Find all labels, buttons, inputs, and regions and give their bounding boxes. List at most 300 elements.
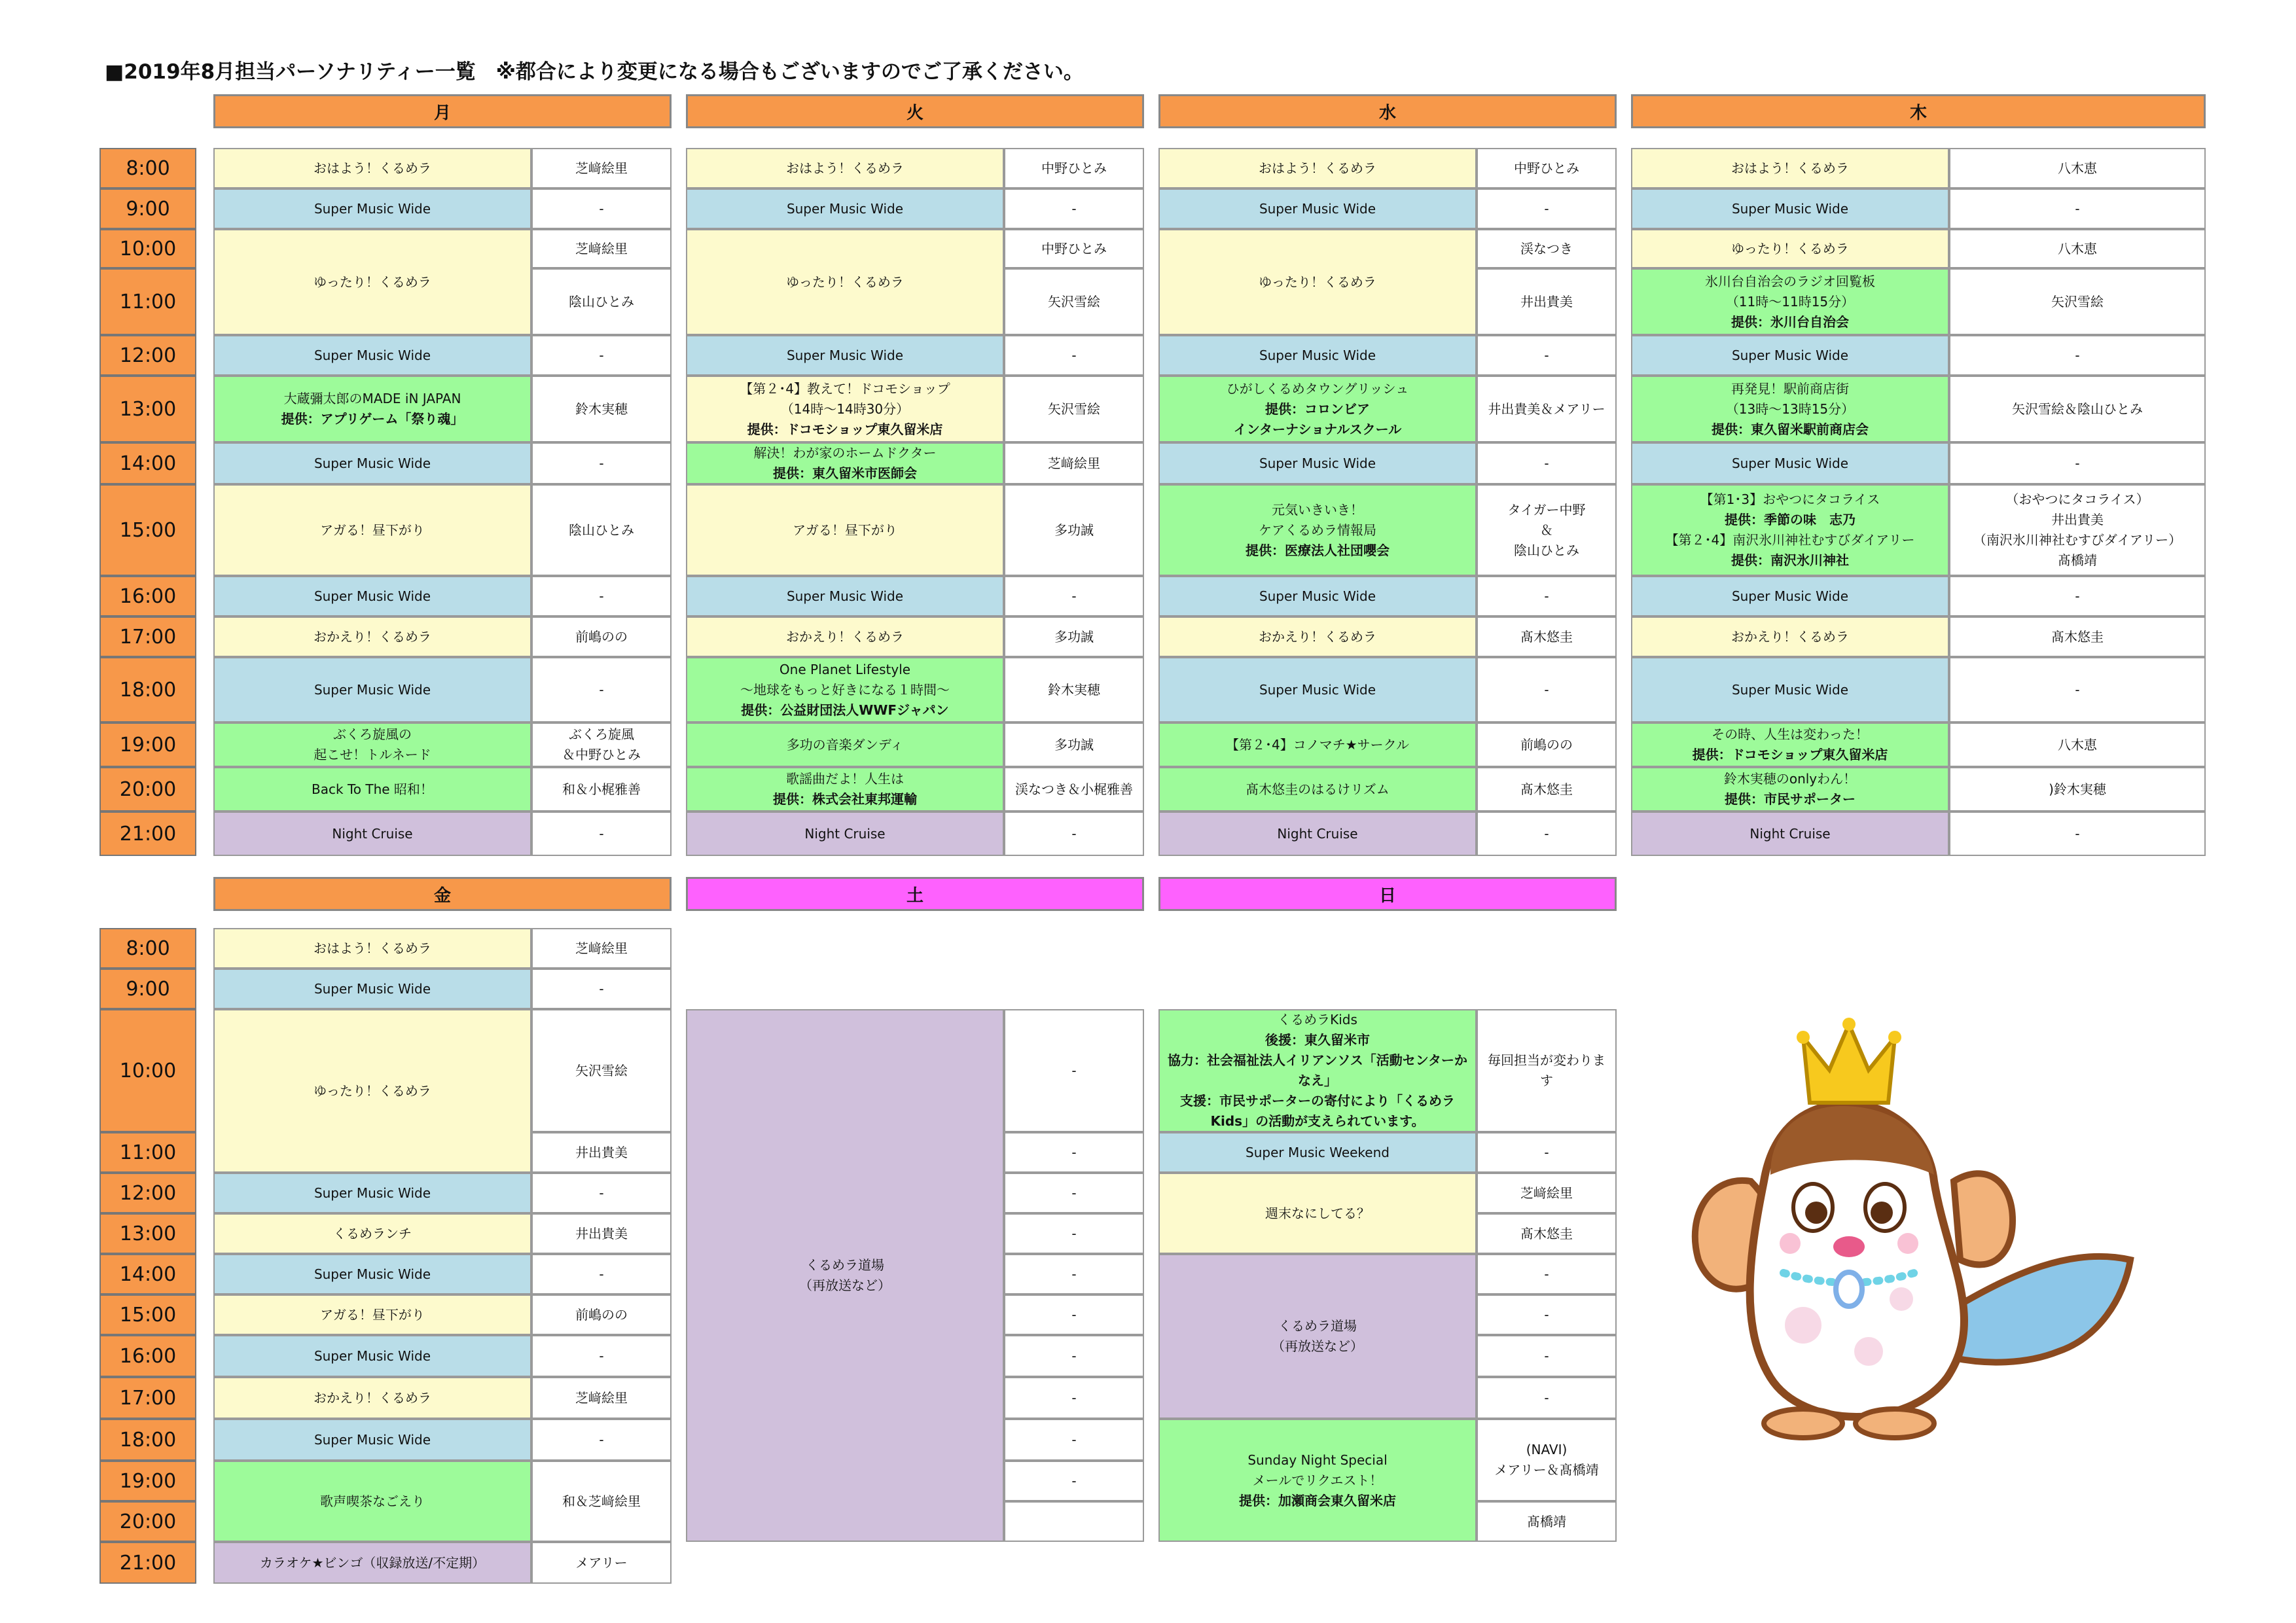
personality-name: 八木恵 xyxy=(2058,736,2097,753)
personality-name: - xyxy=(2075,455,2080,471)
personality-cell xyxy=(531,442,672,484)
program-line: Super Music Wide xyxy=(1731,455,1849,471)
program-cell xyxy=(1631,576,1949,616)
time-slot: 12:00 xyxy=(99,1173,196,1213)
program-line: 多功の音楽ダンディ xyxy=(786,736,904,753)
personality-name: 矢沢雪絵 xyxy=(1048,293,1100,310)
program-line: Super Music Weekend xyxy=(1246,1144,1390,1160)
personality-name: )鈴木実穂 xyxy=(2049,781,2106,797)
program-line: 氷川台自治会のラジオ回覧板 xyxy=(1705,273,1875,289)
program-line: Super Music Wide xyxy=(786,588,904,604)
program-line: Super Music Wide xyxy=(314,455,431,471)
personality-cell xyxy=(531,1173,672,1213)
program-cell xyxy=(213,1294,531,1335)
personality-name: 和＆小梶雅善 xyxy=(562,781,641,797)
program-cell xyxy=(1158,442,1477,484)
program-cell xyxy=(213,188,531,229)
personality-cell xyxy=(1477,229,1617,268)
personality-name: - xyxy=(2075,588,2080,604)
day-header: 木 xyxy=(1631,94,2206,128)
program-line: 提供：季節の味 志乃 xyxy=(1725,512,1856,527)
program-line: 提供：株式会社東邦運輸 xyxy=(773,791,917,807)
personality-cell xyxy=(1477,1501,1617,1542)
program-cell xyxy=(213,1542,531,1584)
program-cell xyxy=(213,1377,531,1419)
program-cell xyxy=(1158,722,1477,767)
personality-name: 前嶋のの xyxy=(1520,736,1573,753)
page-title: ■2019年8月担当パーソナリティー一覧 ※都合により変更になる場合もございますのでご了承ください。 xyxy=(105,60,1084,84)
program-cell xyxy=(1158,1009,1477,1132)
program-line: おかえり！くるめラ xyxy=(314,628,431,645)
program-line: Super Music Wide xyxy=(314,200,431,217)
program-line: 【第２･4】南沢氷川神社むすびダイアリー xyxy=(1665,532,1915,548)
personality-name: （南沢氷川神社むすびダイアリー） xyxy=(1973,532,2182,548)
program-line: アガる！昼下がり xyxy=(320,1306,425,1323)
personality-name: 芝﨑絵里 xyxy=(575,940,628,956)
program-line: ゆったり！くるめラ xyxy=(786,274,904,290)
personality-name: メアリー＆髙橋靖 xyxy=(1494,1462,1599,1478)
program-cell xyxy=(213,148,531,188)
personality-name: 鈴木実穂 xyxy=(1048,681,1100,698)
personality-name: 井出貴美＆メアリー xyxy=(1488,401,1605,417)
program-line: 歌声喫茶なごえり xyxy=(320,1493,425,1509)
personality-name: 和＆芝﨑絵里 xyxy=(562,1493,641,1509)
personality-name: 矢沢雪絵 xyxy=(575,1062,628,1079)
day-header: 火 xyxy=(686,94,1144,128)
personality-name: - xyxy=(599,455,604,471)
personality-cell xyxy=(1004,1501,1144,1542)
program-cell xyxy=(213,812,531,856)
program-line: Night Cruise xyxy=(1749,825,1831,842)
program-line: おはよう！くるめラ xyxy=(786,160,904,176)
time-slot: 15:00 xyxy=(99,484,196,576)
program-cell xyxy=(213,576,531,616)
personality-name: - xyxy=(1071,1472,1077,1489)
program-cell xyxy=(213,335,531,376)
personality-name: 芝﨑絵里 xyxy=(1520,1185,1573,1201)
personality-name: - xyxy=(1544,347,1549,363)
personality-name: 芝﨑絵里 xyxy=(1048,455,1100,471)
program-cell xyxy=(213,484,531,576)
program-cell xyxy=(686,376,1004,442)
personality-cell xyxy=(1004,576,1144,616)
day-header: 水 xyxy=(1158,94,1617,128)
personality-cell xyxy=(531,1009,672,1132)
program-line: ぶくろ旋風の xyxy=(333,726,412,742)
personality-name: - xyxy=(1544,455,1549,471)
personality-name: 八木恵 xyxy=(2058,160,2097,176)
program-line: インターナショナルスクール xyxy=(1233,421,1402,437)
personality-name: - xyxy=(2075,347,2080,363)
personality-name: 鈴木実穂 xyxy=(575,401,628,417)
personality-cell xyxy=(1949,576,2206,616)
personality-cell xyxy=(1477,722,1617,767)
program-line: その時、人生は変わった！ xyxy=(1712,726,1869,742)
personality-name: - xyxy=(1071,1431,1077,1448)
personality-cell xyxy=(531,1335,672,1377)
program-line: Super Music Wide xyxy=(314,588,431,604)
time-slot: 13:00 xyxy=(99,376,196,442)
program-line: 歌謡曲だよ！人生は xyxy=(786,771,904,787)
time-slot: 10:00 xyxy=(99,229,196,268)
personality-name: - xyxy=(2075,825,2080,842)
personality-name: 髙木悠圭 xyxy=(1520,1225,1573,1241)
time-slot: 19:00 xyxy=(99,722,196,767)
program-line: くるめラ道場 xyxy=(806,1257,884,1273)
program-cell xyxy=(686,576,1004,616)
personality-name: - xyxy=(1071,1347,1077,1364)
personality-cell xyxy=(531,268,672,335)
program-line: Super Music Wide xyxy=(1731,681,1849,698)
personality-name: 髙橋靖 xyxy=(2058,552,2097,568)
program-line: 提供：ドコモショップ東久留米店 xyxy=(1692,747,1888,762)
program-line: 提供：東久留米駅前商店会 xyxy=(1712,421,1869,437)
program-cell xyxy=(686,188,1004,229)
personality-name: 中野ひとみ xyxy=(1514,160,1579,176)
personality-name: - xyxy=(1071,1389,1077,1406)
personality-cell xyxy=(1477,1335,1617,1377)
program-line: Super Music Wide xyxy=(1731,347,1849,363)
program-line: 提供：加瀬商会東久留米店 xyxy=(1239,1492,1396,1508)
program-cell xyxy=(1631,268,1949,335)
program-line: Super Music Wide xyxy=(314,1266,431,1282)
program-line: 支援：市民サポーターの寄付により「くるめラKids」の活動が支えられています。 xyxy=(1180,1093,1455,1129)
program-cell xyxy=(213,767,531,812)
personality-cell xyxy=(1477,1419,1617,1501)
personality-name: - xyxy=(2075,681,2080,698)
personality-name: - xyxy=(1544,1144,1549,1160)
program-line: Super Music Wide xyxy=(314,1431,431,1448)
program-line: 提供：ドコモショップ東久留米店 xyxy=(747,421,943,437)
program-line: おかえり！くるめラ xyxy=(314,1389,431,1406)
time-slot: 14:00 xyxy=(99,442,196,484)
time-slot: 9:00 xyxy=(99,188,196,229)
time-slot: 18:00 xyxy=(99,657,196,722)
program-line: 大蔵彌太郎のMADE iN JAPAN xyxy=(283,391,461,406)
personality-cell xyxy=(1004,657,1144,722)
personality-cell xyxy=(531,576,672,616)
personality-cell xyxy=(1477,1377,1617,1419)
program-line: ゆったり！くるめラ xyxy=(314,274,431,290)
personality-cell xyxy=(531,335,672,376)
time-slot: 21:00 xyxy=(99,812,196,856)
personality-name: 井出貴美 xyxy=(575,1225,628,1241)
program-line: くるめランチ xyxy=(333,1225,412,1241)
program-line: Night Cruise xyxy=(804,825,886,842)
time-slot: 13:00 xyxy=(99,1213,196,1254)
personality-name: - xyxy=(1544,1389,1549,1406)
day-header: 土 xyxy=(686,877,1144,911)
program-line: くるめラ道場 xyxy=(1278,1318,1357,1334)
program-line: 提供：医療法人社団嚶会 xyxy=(1246,542,1390,558)
program-line: 【第２･4】教えて！ドコモショップ xyxy=(740,380,950,397)
personality-name: 髙橋靖 xyxy=(1527,1513,1566,1529)
personality-cell xyxy=(1949,767,2206,812)
program-line: 再発見！駅前商店街 xyxy=(1731,380,1849,397)
program-line: ゆったり！くるめラ xyxy=(1731,240,1849,257)
day-header: 月 xyxy=(213,94,672,128)
program-cell xyxy=(1631,767,1949,812)
program-cell xyxy=(1631,812,1949,856)
program-line: Super Music Wide xyxy=(314,1185,431,1201)
personality-cell xyxy=(531,1377,672,1419)
program-cell xyxy=(213,969,531,1009)
program-line: 起こせ！トルネード xyxy=(314,747,431,762)
personality-cell xyxy=(531,1254,672,1294)
personality-cell xyxy=(531,1213,672,1254)
personality-cell xyxy=(1477,1009,1617,1132)
program-cell xyxy=(1631,376,1949,442)
program-line: 鈴木実穂のonlyわん！ xyxy=(1723,771,1857,787)
program-cell xyxy=(1631,229,1949,268)
personality-cell xyxy=(531,188,672,229)
personality-name: 陰山ひとみ xyxy=(569,522,634,538)
program-line: Night Cruise xyxy=(1277,825,1358,842)
personality-cell xyxy=(1004,335,1144,376)
personality-cell xyxy=(531,616,672,657)
program-cell xyxy=(213,722,531,767)
time-slot: 8:00 xyxy=(99,148,196,188)
personality-name: 芝﨑絵里 xyxy=(575,1389,628,1406)
program-line: 週末なにしてる？ xyxy=(1265,1205,1370,1221)
personality-cell xyxy=(531,1132,672,1173)
personality-name: - xyxy=(1071,1225,1077,1241)
personality-cell xyxy=(1477,1254,1617,1294)
personality-cell xyxy=(1477,812,1617,856)
program-cell xyxy=(1158,767,1477,812)
program-line: Super Music Wide xyxy=(786,200,904,217)
personality-name: 矢沢雪絵＆陰山ひとみ xyxy=(2012,401,2143,417)
program-cell xyxy=(213,1461,531,1542)
personality-name: 井出貴美 xyxy=(575,1144,628,1160)
program-cell xyxy=(686,657,1004,722)
personality-name: メアリー xyxy=(575,1554,628,1571)
personality-cell xyxy=(1949,442,2206,484)
personality-name: - xyxy=(599,588,604,604)
personality-name: 八木恵 xyxy=(2058,240,2097,257)
personality-name: 髙木悠圭 xyxy=(1520,781,1573,797)
personality-cell xyxy=(1477,148,1617,188)
personality-name: 中野ひとみ xyxy=(1041,240,1107,257)
program-line: Super Music Wide xyxy=(1731,200,1849,217)
day-header: 日 xyxy=(1158,877,1617,911)
personality-name: (NAVI) xyxy=(1526,1442,1568,1457)
personality-cell xyxy=(1004,1419,1144,1461)
program-line: 協力：社会福祉法人イリアンソス「活動センターかなえ」 xyxy=(1168,1052,1467,1088)
program-line: Night Cruise xyxy=(332,825,413,842)
personality-name: 髙木悠圭 xyxy=(1520,628,1573,645)
personality-name: - xyxy=(599,1431,604,1448)
personality-name: 前嶋のの xyxy=(575,628,628,645)
personality-name: - xyxy=(1071,825,1077,842)
personality-cell xyxy=(1477,616,1617,657)
personality-cell xyxy=(1004,722,1144,767)
program-cell xyxy=(1631,484,1949,576)
program-line: 提供：東久留米市医師会 xyxy=(773,465,917,481)
personality-cell xyxy=(531,969,672,1009)
personality-cell xyxy=(1004,148,1144,188)
personality-cell xyxy=(1004,376,1144,442)
personality-name: - xyxy=(1071,1266,1077,1282)
personality-cell xyxy=(1004,1254,1144,1294)
program-cell xyxy=(1631,442,1949,484)
personality-cell xyxy=(531,657,672,722)
personality-name: 矢沢雪絵 xyxy=(2051,293,2104,310)
program-cell xyxy=(1158,616,1477,657)
program-line: Super Music Wide xyxy=(314,980,431,997)
personality-name: 髙木悠圭 xyxy=(2051,628,2104,645)
program-line: Super Music Wide xyxy=(1259,200,1376,217)
time-slot: 9:00 xyxy=(99,969,196,1009)
program-cell xyxy=(213,1009,531,1173)
personality-name: - xyxy=(1071,347,1077,363)
program-cell xyxy=(1158,576,1477,616)
program-line: おかえり！くるめラ xyxy=(786,628,904,645)
program-cell xyxy=(213,442,531,484)
personality-name: ＆中野ひとみ xyxy=(562,747,641,762)
program-line: メールでリクエスト！ xyxy=(1252,1472,1383,1488)
personality-name: ＆ xyxy=(1540,522,1553,538)
personality-cell xyxy=(1477,484,1617,576)
personality-cell xyxy=(1004,1377,1144,1419)
personality-name: - xyxy=(1544,1306,1549,1323)
personality-name: （おやつにタコライス） xyxy=(2005,491,2149,507)
personality-cell xyxy=(1477,442,1617,484)
personality-name: ぶくろ旋風 xyxy=(569,726,634,742)
program-cell xyxy=(1631,722,1949,767)
personality-cell xyxy=(531,1461,672,1542)
program-line: おかえり！くるめラ xyxy=(1259,628,1376,645)
personality-name: - xyxy=(1544,588,1549,604)
program-cell xyxy=(686,148,1004,188)
personality-cell xyxy=(1004,812,1144,856)
program-line: Super Music Wide xyxy=(1259,588,1376,604)
personality-cell xyxy=(1949,812,2206,856)
program-cell xyxy=(686,722,1004,767)
program-cell xyxy=(1631,616,1949,657)
personality-name: - xyxy=(1544,825,1549,842)
personality-cell xyxy=(1477,1213,1617,1254)
personality-cell xyxy=(1477,1132,1617,1173)
program-line: Sunday Night Special xyxy=(1247,1452,1388,1468)
program-cell xyxy=(213,616,531,657)
time-slot: 11:00 xyxy=(99,1132,196,1173)
program-cell xyxy=(213,928,531,969)
program-cell xyxy=(1158,188,1477,229)
personality-cell xyxy=(1004,442,1144,484)
personality-name: 多功誠 xyxy=(1054,522,1094,538)
program-line: おはよう！くるめラ xyxy=(1259,160,1376,176)
program-line: ～地球をもっと好きになる１時間～ xyxy=(740,681,950,698)
program-cell xyxy=(1158,812,1477,856)
personality-cell xyxy=(531,229,672,268)
time-slot: 20:00 xyxy=(99,1501,196,1542)
program-line: ゆったり！くるめラ xyxy=(1259,274,1376,290)
program-cell xyxy=(1158,229,1477,335)
program-cell xyxy=(686,484,1004,576)
personality-cell xyxy=(1004,1173,1144,1213)
personality-name: - xyxy=(1544,200,1549,217)
time-slot: 20:00 xyxy=(99,767,196,812)
program-line: 提供：アプリゲーム「祭り魂」 xyxy=(281,411,464,427)
personality-name: - xyxy=(599,681,604,698)
personality-name: 陰山ひとみ xyxy=(1514,542,1579,558)
personality-cell xyxy=(1949,188,2206,229)
personality-cell xyxy=(531,1294,672,1335)
program-line: アガる！昼下がり xyxy=(320,522,425,538)
personality-cell xyxy=(1004,1461,1144,1501)
program-cell xyxy=(1158,1254,1477,1419)
time-slot: 15:00 xyxy=(99,1294,196,1335)
program-line: Back To The 昭和！ xyxy=(312,781,433,797)
program-cell xyxy=(1158,148,1477,188)
time-slot: 12:00 xyxy=(99,335,196,376)
personality-name: 井出貴美 xyxy=(1520,293,1573,310)
personality-name: 井出貴美 xyxy=(2051,512,2104,527)
personality-name: 渓なつき＆小梶雅善 xyxy=(1015,781,1133,797)
personality-name: 多功誠 xyxy=(1054,628,1094,645)
personality-cell xyxy=(531,1542,672,1584)
program-line: おはよう！くるめラ xyxy=(1731,160,1849,176)
personality-cell xyxy=(531,767,672,812)
personality-name: - xyxy=(599,1185,604,1201)
personality-cell xyxy=(1004,229,1144,268)
time-slot: 16:00 xyxy=(99,576,196,616)
program-cell xyxy=(686,616,1004,657)
program-line: 提供：氷川台自治会 xyxy=(1731,313,1849,330)
personality-name: 芝﨑絵里 xyxy=(575,240,628,257)
time-slot: 17:00 xyxy=(99,1377,196,1419)
personality-name: - xyxy=(599,1347,604,1364)
personality-name: - xyxy=(599,200,604,217)
personality-cell xyxy=(531,722,672,767)
program-cell xyxy=(686,767,1004,812)
program-line: 提供：南沢氷川神社 xyxy=(1731,552,1849,568)
personality-cell xyxy=(1004,1213,1144,1254)
program-cell xyxy=(213,1335,531,1377)
personality-cell xyxy=(531,928,672,969)
personality-cell xyxy=(1477,576,1617,616)
personality-name: 陰山ひとみ xyxy=(569,293,634,310)
personality-cell xyxy=(1477,188,1617,229)
personality-cell xyxy=(531,812,672,856)
program-cell xyxy=(686,229,1004,335)
personality-cell xyxy=(1004,1335,1144,1377)
program-cell xyxy=(1158,376,1477,442)
personality-cell xyxy=(531,148,672,188)
program-line: 解決！わが家のホームドクター xyxy=(753,445,937,461)
program-line: （再放送など） xyxy=(799,1277,891,1293)
personality-name: - xyxy=(599,825,604,842)
personality-name: 毎回担当が変わります xyxy=(1488,1052,1605,1088)
program-cell xyxy=(213,1173,531,1213)
program-line: カラオケ★ビンゴ（収録放送/不定期） xyxy=(259,1554,486,1571)
program-cell xyxy=(1158,1173,1477,1254)
program-cell xyxy=(1158,1419,1477,1542)
personality-name: 前嶋のの xyxy=(575,1306,628,1323)
personality-cell xyxy=(1477,767,1617,812)
program-cell xyxy=(686,1009,1004,1542)
personality-name: 矢沢雪絵 xyxy=(1048,401,1100,417)
program-cell xyxy=(686,335,1004,376)
program-line: ゆったり！くるめラ xyxy=(314,1082,431,1099)
time-slot: 21:00 xyxy=(99,1542,196,1584)
program-cell xyxy=(1158,657,1477,722)
personality-cell xyxy=(1949,616,2206,657)
personality-name: タイガー中野 xyxy=(1507,501,1586,518)
time-slot: 16:00 xyxy=(99,1335,196,1377)
personality-cell xyxy=(1949,148,2206,188)
